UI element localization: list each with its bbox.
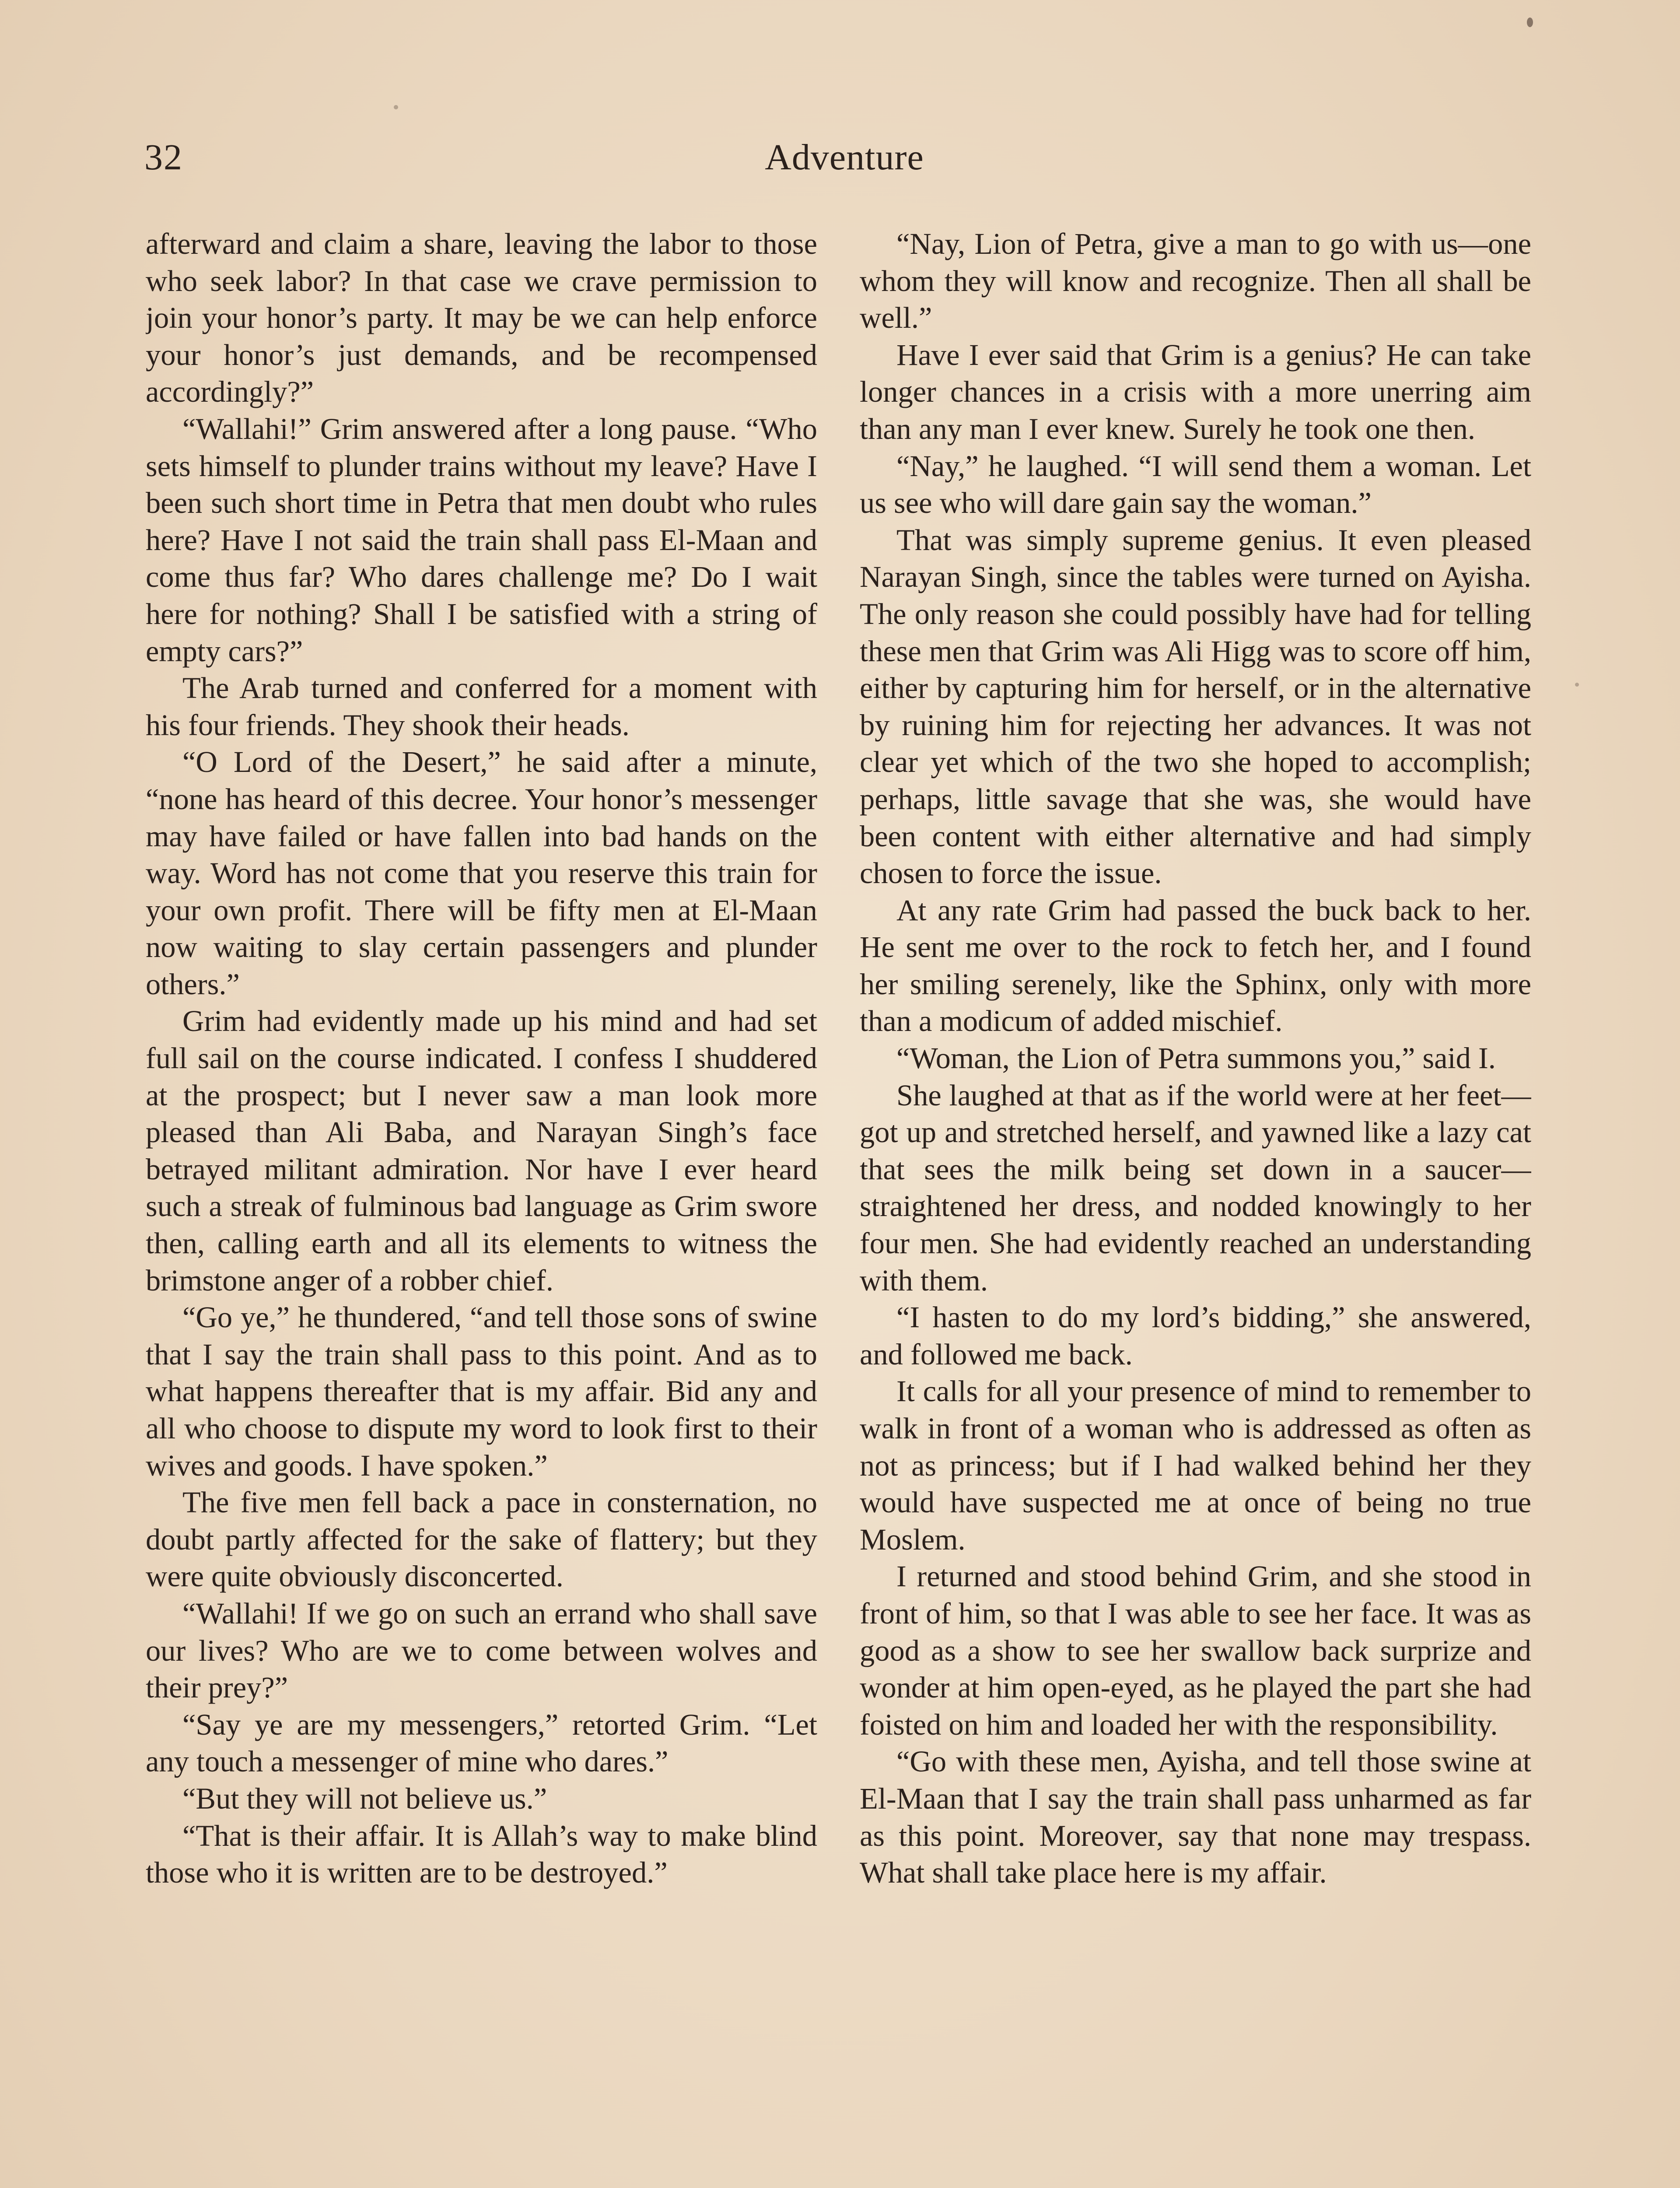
paragraph: “Nay,” he laughed. “I will send them a woman. Let us see who will dare gain say the woman.” bbox=[860, 449, 1531, 520]
page-header bbox=[144, 131, 1544, 184]
paragraph: “But they will not believe us.” bbox=[182, 1781, 547, 1815]
paragraph: “O Lord of the Desert,” he said after a minute, “none has heard of this decree. Your honor’s messenger may have failed or have fallen into bad hands on the way. Word has not come that you reserve this train for your own profit. There will be fifty men at El-Maan now waiting to slay certain passengers and plunder others.” bbox=[146, 745, 817, 1001]
paragraph: “That is their affair. It is Allah’s way to make blind those who it is written are to be destroyed.” bbox=[146, 1819, 817, 1890]
paragraph: “Go ye,” he thundered, “and tell those sons of swine that I say the train shall pass to this point. And as to what happens thereafter that is my affair. Bid any and all who choose to dispute my word to look first to their wives and goods. I have spoken.” bbox=[146, 1301, 817, 1482]
text-column-left bbox=[146, 225, 817, 2188]
page-number: 32 bbox=[144, 137, 183, 178]
paper-speck bbox=[394, 105, 398, 109]
paper-speck bbox=[1575, 683, 1579, 687]
paragraph: “Nay, Lion of Petra, give a man to go with us—one whom they will know and recognize. Then all shall be well.” bbox=[860, 227, 1531, 335]
paragraph: The five men fell back a pace in consternation, no doubt partly affected for the sake of flattery; but they were quite obviously disconcerted. bbox=[146, 1486, 817, 1593]
running-title: Adventure bbox=[765, 137, 924, 178]
paragraph: “Wallahi! If we go on such an errand who shall save our lives? Who are we to come between wolves and their prey?” bbox=[146, 1596, 817, 1704]
paragraph: The Arab turned and conferred for a moment with his four friends. They shook their heads. bbox=[146, 671, 817, 742]
paragraph: “Wallahi!” Grim answered after a long pause. “Who sets himself to plunder trains without my leave? Have I been such short time in Petra that men doubt who rules here? Have I not said the train shall pass El-Maan and come thus far? Who dares challenge me? Do I wait here for nothing? Shall I be satisfied with a string of empty cars?” bbox=[146, 412, 817, 668]
text-column-right bbox=[860, 225, 1531, 2188]
paragraph: I returned and stood behind Grim, and she stood in front of him, so that I was able to see her face. It was as good as a show to see her swallow back surprize and wonder at him open-eyed, as he played the part she had foisted on him and loaded her with the responsibility. bbox=[860, 1560, 1531, 1741]
paragraph: It calls for all your presence of mind to remember to walk in front of a woman who is addressed as often as not as princess; but if I had walked behind her they would have suspected me at once of being no true Moslem. bbox=[860, 1375, 1531, 1556]
paragraph: Have I ever said that Grim is a genius? He can take longer chances in a crisis with a more unerring aim than any man I ever knew. Surely he took one then. bbox=[860, 338, 1531, 445]
paragraph: “I hasten to do my lord’s bidding,” she answered, and followed me back. bbox=[860, 1301, 1531, 1371]
paragraph: “Go with these men, Ayisha, and tell those swine at El-Maan that I say the train shall pass unharmed as far as this point. Moreover, say that none may trespass. What shall take place here is my affair. bbox=[860, 1745, 1531, 1890]
paragraph: “Say ye are my messengers,” retorted Grim. “Let any touch a messenger of mine who dares.” bbox=[146, 1708, 817, 1778]
paragraph: That was simply supreme genius. It even pleased Narayan Singh, since the tables were turned on Ayisha. The only reason she could possibly have had for telling these men that Grim was Ali Higg was to score off him, either by capturing him for herself, or in the alternative by ruining him for rejecting her advances. It was not clear yet which of the two she hoped to accomplish; perhaps, little savage that she was, she would have been content with either alternative and had simply chosen to force the issue. bbox=[860, 523, 1531, 890]
paragraph: afterward and claim a share, leaving the labor to those who seek labor? In that case we crave permission to join your honor’s party. It may be we can help enforce your honor’s just demands, and be recompensed accordingly?” bbox=[146, 227, 817, 409]
paper-speck bbox=[1527, 18, 1533, 27]
paragraph: At any rate Grim had passed the buck back to her. He sent me over to the rock to fetch her, and I found her smiling serenely, like the Sphinx, only with more than a modicum of added mischief. bbox=[860, 893, 1531, 1038]
paragraph: Grim had evidently made up his mind and had set full sail on the course indicated. I confess I shuddered at the prospect; but I never saw a man look more pleased than Ali Baba, and Narayan Singh’s face betrayed militant admiration. Nor have I ever heard such a streak of fulminous bad language as Grim swore then, calling earth and all its elements to witness the brimstone anger of a robber chief. bbox=[146, 1004, 817, 1297]
paragraph: “Woman, the Lion of Petra summons you,” said I. bbox=[896, 1041, 1496, 1075]
paragraph: She laughed at that as if the world were at her feet—got up and stretched herself, and yawned like a lazy cat that sees the milk being set down in a saucer—straightened her dress, and nodded knowingly to her four men. She had evidently reached an understanding with them. bbox=[860, 1078, 1531, 1297]
